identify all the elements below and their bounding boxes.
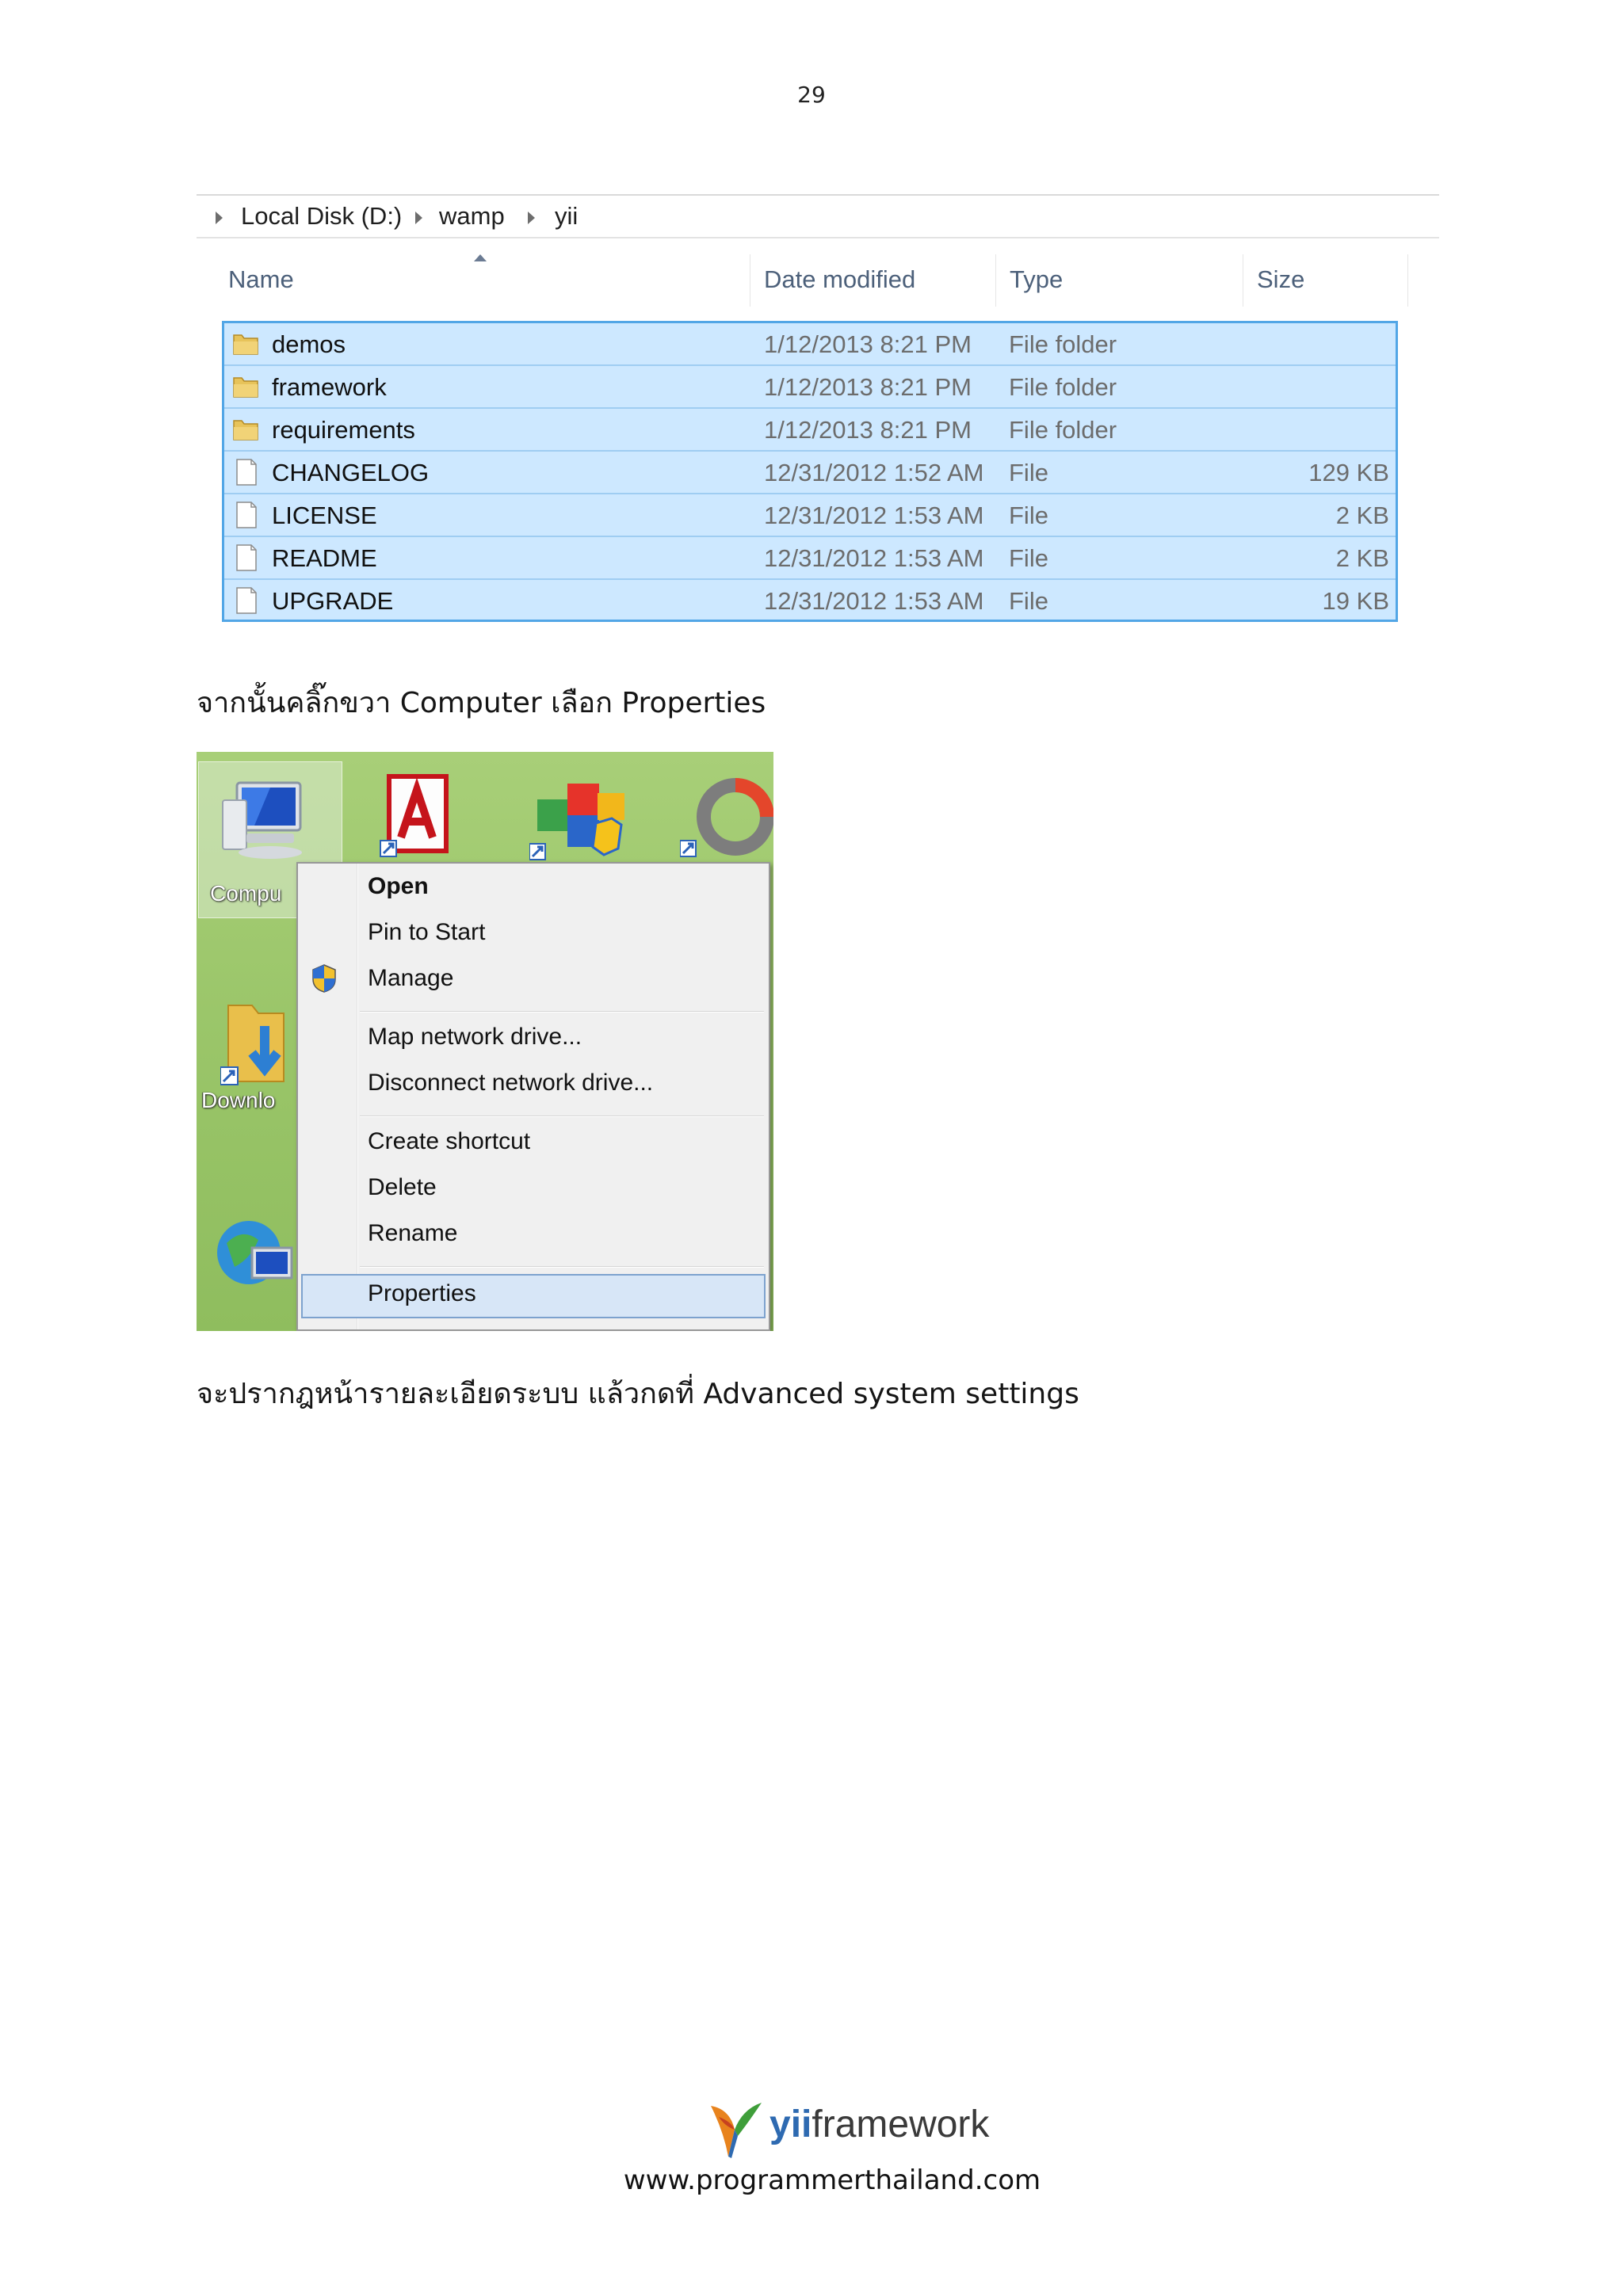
- file-type: File folder: [1009, 416, 1117, 444]
- column-divider[interactable]: [995, 254, 996, 307]
- folder-icon: [232, 375, 259, 399]
- file-type: File: [1009, 587, 1048, 615]
- file-type: File: [1009, 544, 1048, 572]
- file-size: 2 KB: [1335, 502, 1389, 529]
- menu-item-pin-to-start[interactable]: Pin to Start: [368, 919, 486, 945]
- menu-item-open[interactable]: Open: [368, 873, 429, 899]
- file-row[interactable]: [224, 452, 1396, 494]
- folder-icon: [232, 418, 259, 441]
- column-divider[interactable]: [1407, 254, 1408, 307]
- breadcrumb-arrow-icon[interactable]: [216, 212, 223, 224]
- file-list: [222, 321, 1398, 622]
- column-name[interactable]: Name: [228, 265, 294, 293]
- breadcrumb-item-yii[interactable]: yii: [555, 202, 579, 230]
- footer-url: www.programmerthailand.com: [623, 2164, 1041, 2196]
- file-type: File: [1009, 459, 1048, 486]
- uac-shield-icon: [311, 963, 338, 994]
- computer-icon: [215, 776, 310, 864]
- column-date-modified[interactable]: Date modified: [764, 265, 916, 293]
- menu-separator: [360, 1266, 764, 1268]
- file-size: 19 KB: [1322, 587, 1389, 615]
- file-size: 2 KB: [1335, 544, 1389, 572]
- file-date-modified: 1/12/2013 8:21 PM: [764, 373, 972, 401]
- file-name: LICENSE: [272, 502, 377, 529]
- downloads-desktop-icon[interactable]: [201, 994, 304, 1112]
- file-row[interactable]: [224, 580, 1396, 623]
- adobe-icon: [377, 774, 456, 861]
- column-header: [197, 254, 1439, 310]
- menu-item-map-network-drive[interactable]: Map network drive...: [368, 1024, 582, 1050]
- breadcrumb-arrow-icon[interactable]: [528, 212, 535, 224]
- menu-separator: [360, 1011, 764, 1013]
- file-icon: [235, 501, 258, 529]
- logo-framework-text: framework: [812, 2103, 990, 2145]
- file-size: 129 KB: [1308, 459, 1389, 486]
- file-icon: [235, 543, 258, 572]
- file-date-modified: 12/31/2012 1:53 AM: [764, 587, 984, 615]
- file-icon: [235, 458, 258, 486]
- downloads-folder-icon: [220, 994, 307, 1089]
- browser-shortcut-icon[interactable]: [680, 772, 773, 860]
- menu-item-properties[interactable]: Properties: [368, 1280, 476, 1306]
- file-row[interactable]: [224, 366, 1396, 409]
- folder-icon: [232, 332, 259, 356]
- file-date-modified: 1/12/2013 8:21 PM: [764, 330, 972, 358]
- file-date-modified: 12/31/2012 1:52 AM: [764, 459, 984, 486]
- instruction-text: จากนั้นคลิ๊กขวา Computer เลือก Properties: [197, 687, 766, 719]
- breadcrumb-item-local-disk[interactable]: Local Disk (D:): [241, 202, 403, 230]
- logo-yii-text: yii: [769, 2103, 812, 2145]
- menu-item-manage[interactable]: Manage: [368, 965, 454, 991]
- file-name: UPGRADE: [272, 587, 394, 615]
- desktop-screenshot: [197, 752, 773, 1331]
- breadcrumb-item-wamp[interactable]: wamp: [439, 202, 505, 230]
- file-name: demos: [272, 330, 346, 358]
- menu-item-delete[interactable]: Delete: [368, 1174, 437, 1200]
- file-row[interactable]: [224, 409, 1396, 452]
- downloads-label: Downlo: [201, 1088, 276, 1112]
- ring-icon: [680, 772, 773, 860]
- menu-item-disconnect-network-drive[interactable]: Disconnect network drive...: [368, 1070, 654, 1096]
- yii-logo-icon: [708, 2098, 765, 2158]
- file-name: README: [272, 544, 377, 572]
- virtualbox-cube-icon[interactable]: [529, 776, 632, 863]
- context-menu: [296, 862, 770, 1331]
- column-size[interactable]: Size: [1257, 265, 1305, 293]
- menu-item-rename[interactable]: Rename: [368, 1220, 458, 1246]
- address-bar[interactable]: [197, 194, 1439, 238]
- instruction-text: จะปรากฎหน้ารายละเอียดระบบ แล้วกดที่ Advanced system settings: [197, 1378, 1079, 1410]
- file-date-modified: 12/31/2012 1:53 AM: [764, 544, 984, 572]
- file-name: framework: [272, 373, 387, 401]
- column-type[interactable]: Type: [1010, 265, 1064, 293]
- file-name: CHANGELOG: [272, 459, 430, 486]
- menu-gutter: [357, 864, 358, 1329]
- yii-framework-logo: [708, 2098, 990, 2161]
- file-date-modified: 12/31/2012 1:53 AM: [764, 502, 984, 529]
- adobe-reader-icon[interactable]: [377, 774, 456, 861]
- file-row[interactable]: [224, 323, 1396, 366]
- file-type: File folder: [1009, 330, 1117, 358]
- cube-icon: [529, 776, 632, 863]
- file-date-modified: 1/12/2013 8:21 PM: [764, 416, 972, 444]
- file-type: File folder: [1009, 373, 1117, 401]
- computer-label: Compu: [210, 881, 282, 906]
- file-row[interactable]: [224, 494, 1396, 537]
- file-name: requirements: [272, 416, 415, 444]
- page-number: 29: [797, 82, 826, 108]
- network-globe-icon: [211, 1211, 298, 1299]
- file-row[interactable]: [224, 537, 1396, 580]
- file-type: File: [1009, 502, 1048, 529]
- menu-separator: [360, 1116, 764, 1117]
- sort-ascending-icon: [474, 254, 487, 261]
- network-desktop-icon[interactable]: [211, 1211, 298, 1299]
- yii-logo-text: [769, 2103, 989, 2146]
- breadcrumb-arrow-icon[interactable]: [415, 212, 422, 224]
- explorer-window: [197, 194, 1439, 628]
- menu-item-create-shortcut[interactable]: Create shortcut: [368, 1128, 531, 1154]
- file-icon: [235, 586, 258, 615]
